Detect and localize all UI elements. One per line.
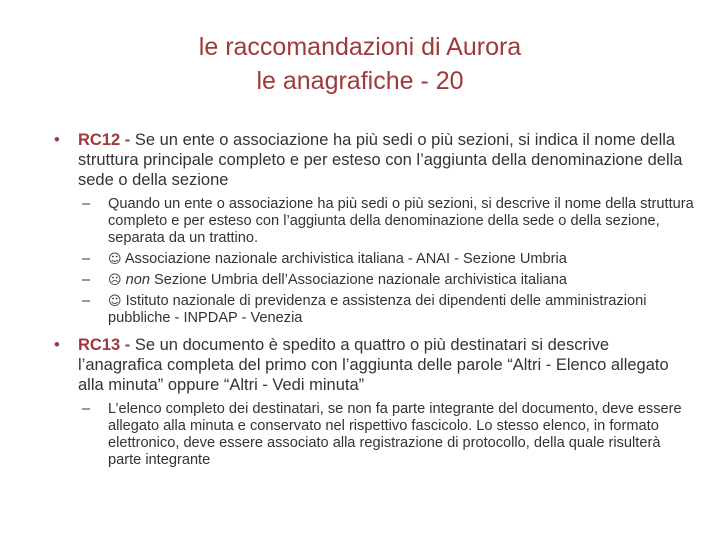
rule-text: Se un documento è spedito a quattro o più destinatari si descrive l’anagrafica completa del primo con l’aggiunta delle parole “Altri - Elenco allegato alla minuta” oppure “Altri - Vedi minuta” <box>78 336 669 394</box>
frown-icon: ☹ <box>108 273 122 288</box>
subitem-example-wrong <box>54 272 694 289</box>
dash-icon: – <box>82 401 91 417</box>
rule-separator: - <box>120 336 135 354</box>
slide-title <box>0 30 720 98</box>
dash-icon: – <box>82 293 91 309</box>
bullet-dot-icon: • <box>54 131 60 149</box>
bullet-rc12 <box>54 130 694 190</box>
title-line-1: le raccomandazioni di Aurora <box>198 33 522 61</box>
subitem-emphasis: non <box>125 272 150 288</box>
bullet-rc13 <box>54 335 694 395</box>
rule-separator: - <box>120 131 135 149</box>
dash-icon: – <box>82 251 91 267</box>
dash-icon: – <box>82 196 91 212</box>
title-line-2: le anagrafiche - 20 <box>256 67 464 95</box>
subitem-description <box>54 401 694 469</box>
subitem-text: Associazione nazionale archivistica italiana - ANAI - Sezione Umbria <box>124 251 567 267</box>
bullet-dot-icon: • <box>54 336 60 354</box>
subitem-text: Istituto nazionale di previdenza e assistenza dei dipendenti delle amministrazioni pubbliche - INPDAP - Venezia <box>108 293 647 326</box>
subitem-text: Sezione Umbria dell’Associazione nazionale archivistica italiana <box>154 272 567 288</box>
subitem-text: L’elenco completo dei destinatari, se non fa parte integrante del documento, deve essere allegato alla minuta e conservato nel rispettivo fascicolo. Lo stesso elenco, in formato elettronico, deve essere associato alla registrazione di protocollo, della quale risulterà parte integrante <box>108 401 682 468</box>
subitem-description <box>54 196 694 247</box>
subitem-example-correct <box>54 293 694 327</box>
rule-code: RC13 <box>78 336 121 354</box>
subitem-example-correct <box>54 251 694 268</box>
smiley-icon: ☺ <box>108 252 122 267</box>
rule-text: Se un ente o associazione ha più sedi o più sezioni, si indica il nome della struttura principale completo e per esteso con l’aggiunta della denominazione della sede o della sezione <box>78 131 683 189</box>
rule-code: RC12 <box>78 131 121 149</box>
smiley-icon: ☺ <box>108 294 122 309</box>
sublist-rc13 <box>54 401 694 469</box>
sublist-rc12 <box>54 196 694 327</box>
subitem-text: Quando un ente o associazione ha più sedi o più sezioni, si descrive il nome della struttura completo e per esteso con l’aggiunta della denominazione della sede o della sezione, separata da un trattino. <box>108 196 694 246</box>
slide-content <box>54 130 694 477</box>
dash-icon: – <box>82 272 91 288</box>
